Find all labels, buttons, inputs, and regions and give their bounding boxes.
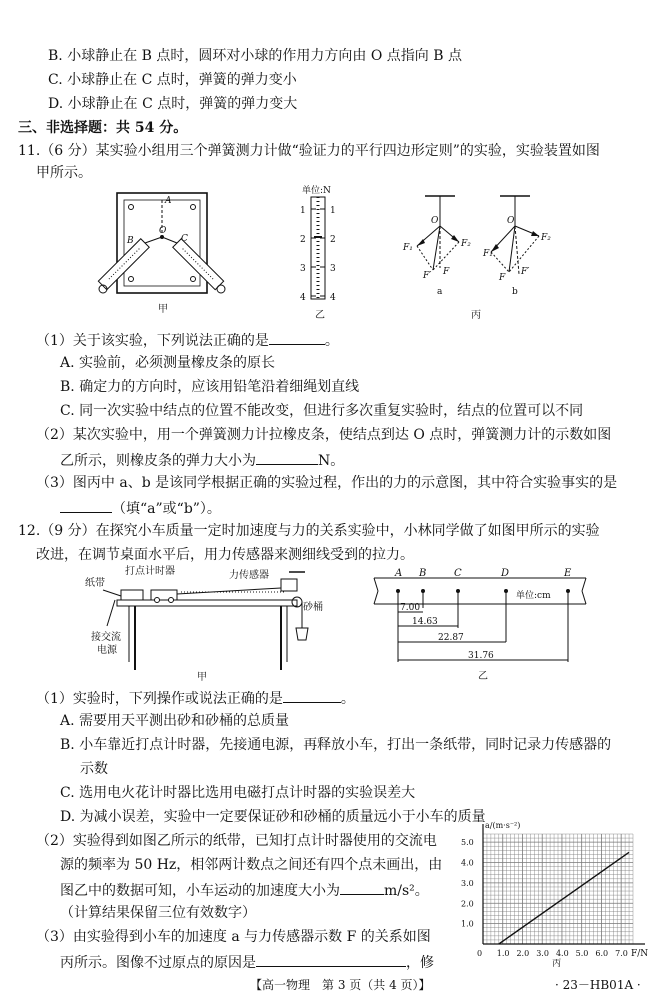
x-tick-label: 1.0: [496, 949, 510, 958]
q11-figure-bing: [395, 190, 570, 320]
x-tick-label: 6.0: [595, 949, 609, 958]
option-c-prev: C. 小球静止在 C 点时，弹簧的弹力变小: [48, 72, 297, 88]
y-tick-label: 3.0: [461, 878, 474, 888]
y-tick-label: 5.0: [461, 838, 474, 848]
point-b: B: [419, 568, 427, 579]
answer-blank[interactable]: [283, 688, 341, 703]
fig-caption-bing: 丙: [552, 959, 562, 969]
tick-right-4: 4: [330, 293, 336, 303]
bing-b-fp: F′: [521, 267, 530, 277]
label-c: C: [181, 234, 188, 244]
unit-label: 单位:N: [302, 186, 331, 196]
fig-caption-yi: 乙: [315, 310, 325, 321]
q12-figure-yi: [370, 566, 590, 684]
bing-b-o: O: [507, 216, 515, 226]
y-tick-label: 1.0: [461, 919, 474, 929]
unit-label: 单位:cm: [516, 591, 551, 601]
point-e: E: [564, 568, 572, 579]
q11-part3-line2: （填“a”或“b”）。: [60, 498, 221, 518]
q12-part2-line4: （计算结果保留三位有效数字）: [60, 905, 256, 921]
footer-code: · 23－HB01A ·: [555, 978, 641, 992]
sub-label-b: b: [512, 287, 518, 297]
tick-left-1: 1: [300, 206, 306, 216]
sensor-label: 力传感器: [229, 570, 269, 581]
q12-part2-line1: （2）实验得到如图乙所示的纸带，已知打点计时器使用的交流电: [36, 833, 437, 849]
q12-part3-line1: （3）由实验得到小车的加速度 a 与力传感器示数 F 的关系如图: [36, 929, 431, 945]
tick-right-3: 3: [330, 264, 336, 274]
q12-part1: （1）实验时，下列操作或说法正确的是 。: [36, 688, 355, 708]
answer-blank[interactable]: [60, 498, 112, 513]
label-a: A: [165, 196, 172, 206]
q12-figure-jia: [85, 562, 330, 684]
dist-ae: 31.76: [468, 651, 494, 661]
bing-b-f2: F₂: [541, 233, 551, 243]
label-o: O: [159, 226, 167, 236]
x-axis-label: F/N: [631, 949, 649, 959]
q12-stem-line2: 改进，在调节桌面水平后，用力传感器来测细线受到的拉力。: [36, 547, 414, 563]
x-tick-label: 5.0: [575, 949, 589, 958]
answer-blank[interactable]: [340, 880, 384, 895]
point-a: A: [395, 568, 403, 579]
answer-blank[interactable]: [256, 450, 318, 465]
q11-stem-line2: 甲所示。: [36, 165, 92, 181]
point-d: D: [501, 568, 510, 579]
bing-a-f1: F₁: [403, 243, 413, 253]
q12-option-c: C. 选用电火花计时器比选用电磁打点计时器的实验误差大: [60, 785, 416, 801]
answer-blank[interactable]: [256, 952, 406, 967]
bing-a-fp: F′: [423, 271, 432, 281]
fig-caption-yi: 乙: [478, 671, 488, 682]
q12-option-b-line2: 示数: [80, 761, 108, 777]
answer-blank[interactable]: [269, 330, 325, 345]
option-b-prev: B. 小球静止在 B 点时，圆环对小球的作用力方向由 O 点指向 B 点: [48, 48, 462, 64]
q12-stem-line1: 12.（9 分）在探究小车质量一定时加速度与力的关系实验中，小林同学做了如图甲所示的实验: [18, 523, 600, 539]
bucket-label: 砂桶: [303, 602, 323, 613]
bing-a-f: F: [443, 267, 450, 277]
q11-part2-line2: 乙所示，则橡皮条的弹力大小为 N。: [60, 450, 344, 470]
tick-right-1: 1: [330, 206, 336, 216]
fig-caption-jia: 甲: [158, 304, 168, 315]
bing-a-f2: F₂: [461, 239, 471, 249]
y-axis-label: a/(m·s⁻²): [485, 821, 521, 830]
q11-part1: （1）关于该实验，下列说法正确的是 。: [36, 330, 339, 350]
bing-b-f: F: [499, 273, 506, 283]
fig-caption-jia: 甲: [197, 672, 207, 683]
x-tick-label: 4.0: [555, 949, 569, 958]
q11-option-b: B. 确定力的方向时，应该用铅笔沿着细绳划直线: [60, 379, 360, 395]
x-tick-label: 3.0: [536, 949, 549, 958]
dist-ab: 7.00: [400, 603, 421, 613]
x-tick-label: 0: [477, 949, 483, 958]
power-label-2: 电源: [97, 645, 117, 656]
section-title: 三、非选择题：共 54 分。: [18, 120, 188, 136]
q11-figure-jia: [95, 185, 235, 315]
q11-figure-yi: [290, 185, 350, 320]
label-b: B: [127, 236, 134, 246]
tick-right-2: 2: [330, 235, 336, 245]
timer-label: 打点计时器: [125, 566, 175, 577]
tape-label: 纸带: [85, 578, 105, 589]
power-label-1: 接交流: [91, 632, 121, 643]
q12-option-b-line1: B. 小车靠近打点计时器，先接通电源，再释放小车，打出一条纸带，同时记录力传感器的: [60, 737, 612, 753]
point-c: C: [454, 568, 462, 579]
q12-part3-line2: 丙所示。图像不过原点的原因是 ，修: [60, 952, 434, 972]
a-f-graph: [458, 822, 648, 972]
q12-option-a: A. 需要用天平测出砂和砂桶的总质量: [60, 713, 290, 729]
tick-left-3: 3: [300, 264, 306, 274]
q11-part3-line1: （3）图丙中 a、b 是该同学根据正确的实验过程，作出的力的示意图，其中符合实验事实的是: [36, 475, 618, 491]
q11-stem-line1: 11.（6 分）某实验小组用三个弹簧测力计做“验证力的平行四边形定则”的实验，实验装置如图: [18, 143, 600, 159]
x-tick-label: 7.0: [615, 949, 628, 958]
bing-b-f1: F₁: [483, 249, 493, 259]
x-tick-label: 2.0: [516, 949, 530, 958]
bing-a-o: O: [431, 216, 439, 226]
fig-caption-bing: 丙: [471, 310, 481, 321]
q12-option-d: D. 为减小误差，实验中一定要保证砂和砂桶的质量远小于小车的质量: [60, 809, 486, 825]
q12-part2-line2: 源的频率为 50 Hz，相邻两计数点之间还有四个点未画出，由: [60, 857, 443, 873]
y-tick-label: 4.0: [461, 858, 474, 868]
tick-left-4: 4: [300, 293, 306, 303]
q11-part2-line1: （2）某次实验中，用一个弹簧测力计拉橡皮条，使结点到达 O 点时，弹簧测力计的示数如图: [36, 427, 612, 443]
tick-left-2: 2: [300, 235, 306, 245]
q12-part2-line3: 图乙中的数据可知，小车运动的加速度大小为 m/s²。: [60, 880, 429, 900]
footer-page-info: 【高一物理 第 3 页（共 4 页）】: [250, 978, 431, 992]
graph-grid: [483, 834, 633, 944]
q11-option-a: A. 实验前，必须测量橡皮条的原长: [60, 355, 276, 371]
option-d-prev: D. 小球静止在 C 点时，弹簧的弹力变大: [48, 96, 298, 112]
sub-label-a: a: [437, 287, 443, 297]
dist-ac: 14.63: [412, 617, 438, 627]
y-tick-label: 2.0: [461, 899, 474, 909]
dist-ad: 22.87: [438, 633, 464, 643]
q11-option-c: C. 同一次实验中结点的位置不能改变，但进行多次重复实验时，结点的位置可以不同: [60, 403, 584, 419]
